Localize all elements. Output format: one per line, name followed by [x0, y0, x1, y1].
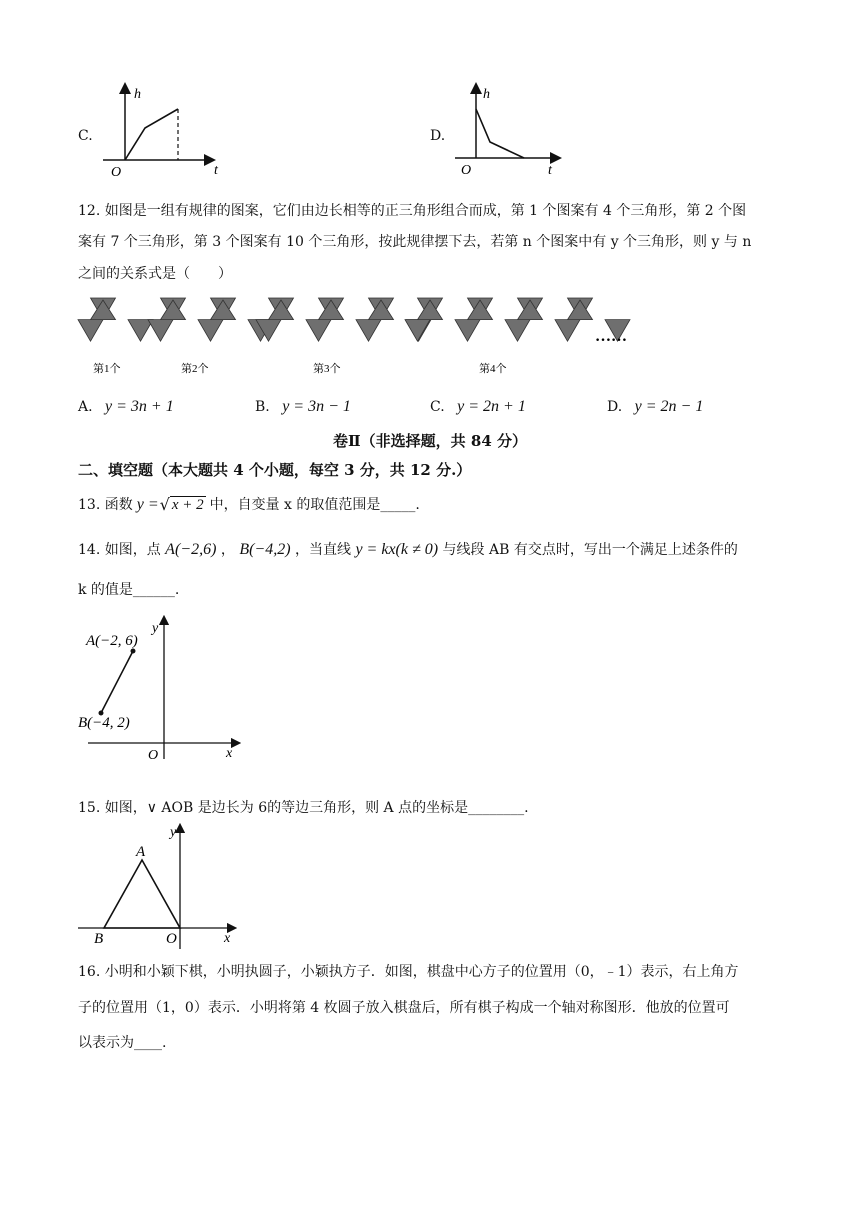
q12-option-a-label: A. [78, 399, 93, 415]
q14-middle: ，当直线 [295, 542, 351, 558]
q14-point-a: A(−2,6) [165, 541, 217, 558]
q11c-h-label: h [134, 87, 141, 102]
q15-fig-label-a: A [136, 844, 146, 860]
q12-pattern-4-triangle [455, 320, 480, 342]
q12-caption-2: 第2个 [181, 363, 209, 375]
q11c-t-label: t [214, 163, 218, 178]
q12-pattern-3-triangle [306, 320, 331, 342]
q14-fig-label-b: B(−4, 2) [78, 715, 130, 731]
q12-option-a [78, 398, 174, 416]
q13-suffix: 中，自变量 x 的取值范围是_____. [209, 497, 420, 513]
q15-fig-axis-y: y [170, 825, 177, 840]
q13-prefix: 13. 函数 [78, 497, 133, 513]
q12-option-a-expr: y = 3n + 1 [105, 398, 174, 415]
q14-fig-origin: O [148, 748, 159, 763]
q12-pattern-4-triangle [505, 320, 530, 342]
q12-option-d [607, 398, 703, 416]
sqrt-symbol-icon: √ [159, 495, 170, 514]
q12-text-line2: 案有 7 个三角形，第 3 个图案有 10 个三角形，按此规律摆下去，若第 n 个图案中有 y 个三角形，则 y 与 n [78, 234, 752, 250]
q11-option-c-graph [98, 82, 223, 182]
q12-caption-3: 第3个 [313, 363, 341, 375]
q13-line [78, 495, 420, 515]
q12-ellipsis: …… [595, 328, 627, 345]
q14-line1 [78, 540, 738, 560]
q15-fig-label-b: B [94, 931, 104, 947]
section-heading: 二、填空题（本大题共 4 个小题，每空 3 分，共 12 分.） [78, 461, 472, 479]
q12-option-b-expr: y = 3n − 1 [282, 398, 351, 415]
q12-pattern-2-triangle [148, 320, 173, 342]
q12-triangle-pattern-figure [76, 296, 636, 378]
q12-caption-4: 第4个 [479, 363, 507, 375]
q14-coordinate-figure [76, 614, 246, 764]
q12-pattern-4-triangle [555, 320, 580, 342]
q12-option-d-label: D. [607, 399, 623, 415]
q15-fig-origin: O [166, 931, 177, 947]
q11d-t-label: t [548, 163, 552, 178]
q12-option-d-expr: y = 2n − 1 [634, 398, 704, 415]
q14-line-expr: y = kx(k ≠ 0) [355, 541, 439, 558]
q14-fig-label-a: A(−2, 6) [86, 633, 138, 649]
q11d-origin: O [461, 163, 472, 178]
q11c-origin: O [111, 165, 122, 180]
section-title: 卷Ⅱ（非选择题，共 84 分） [333, 432, 527, 450]
q11-option-d-graph [452, 82, 567, 182]
q12-pattern-1-triangle [78, 320, 103, 342]
q13-func: y = [136, 496, 159, 513]
q11d-h-label: h [483, 87, 490, 102]
q14-sep: ， [220, 542, 235, 558]
q12-pattern-3-triangle [356, 320, 381, 342]
q11-option-d-label: D. [430, 128, 446, 144]
q12-caption-1: 第1个 [93, 363, 121, 375]
q12-option-c-expr: y = 2n + 1 [457, 398, 526, 415]
q15-triangle-figure [76, 822, 246, 952]
q12-text-line1: 12. 如图是一组有规律的图案，它们由边长相等的正三角形组合而成，第 1 个图案有 4 个三角形，第 2 个图 [78, 203, 747, 219]
q12-option-b-label: B. [255, 399, 270, 415]
q14-prefix: 14. 如图，点 [78, 542, 161, 558]
q14-suffix: 与线段 AB 有交点时，写出一个满足上述条件的 [442, 542, 738, 558]
q15-fig-axis-x: x [224, 931, 231, 946]
q15-text: 15. 如图，∨ AOB 是边长为 6的等边三角形，则 A 点的坐标是________. [78, 800, 529, 816]
q13-radicand: x + 2 [171, 497, 204, 513]
q16-line3: 以表示为____. [78, 1035, 167, 1051]
q14-point-a-dot [131, 649, 136, 654]
q16-line2: 子的位置用（1，0）表示．小明将第 4 枚圆子放入棋盘后，所有棋子构成一个轴对称图形．他放的位置可 [78, 1000, 730, 1016]
q12-pattern-1-triangle [128, 320, 153, 342]
q14-fig-axis-x: x [226, 746, 233, 761]
q14-point-b: B(−4,2) [239, 541, 291, 558]
q14-fig-axis-y: y [152, 621, 159, 636]
q14-line2: k 的值是______. [78, 582, 180, 598]
q12-text-line3: 之间的关系式是（ ） [78, 266, 232, 282]
q16-line1: 16. 小明和小颖下棋，小明执圆子，小颖执方子．如图，棋盘中心方子的位置用（0，﹣1）表示，右上角方 [78, 964, 739, 980]
q12-pattern-2-triangle [198, 320, 223, 342]
q12-option-b [255, 398, 351, 416]
q12-option-c-label: C. [430, 399, 445, 415]
q11-option-c-label: C. [78, 128, 93, 144]
q12-pattern-4-triangle [405, 320, 430, 342]
q12-option-c [430, 398, 526, 416]
